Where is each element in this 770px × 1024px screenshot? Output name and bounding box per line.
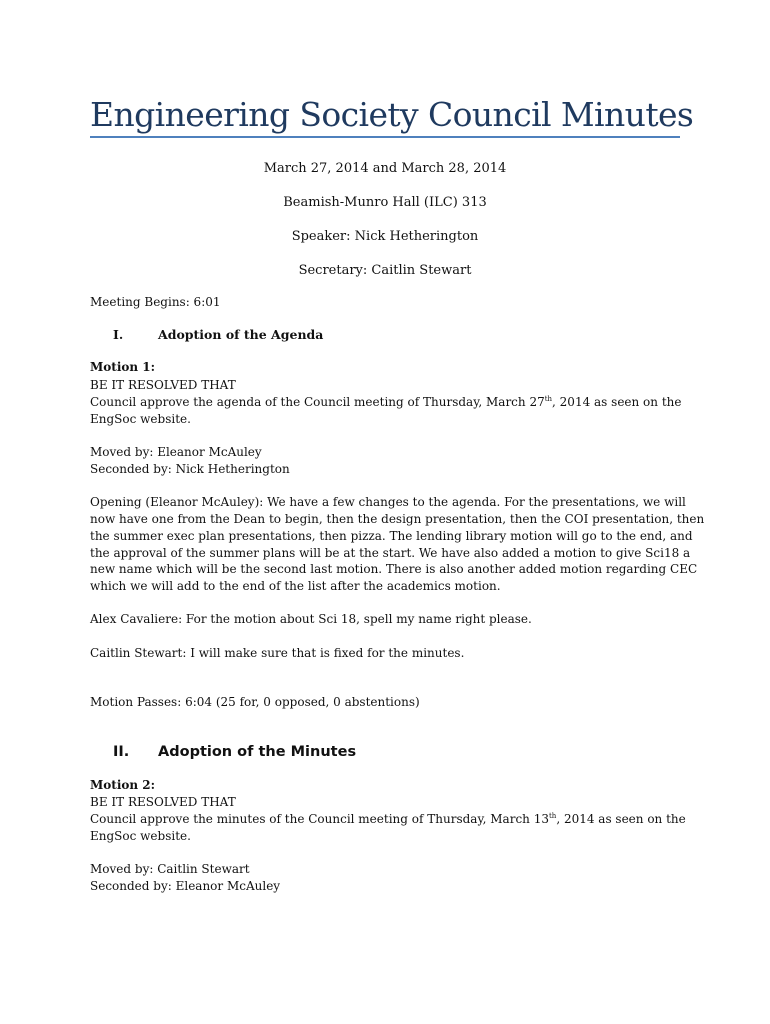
motion-1-text-line1: Council approve the agenda of the Council meeting of Thursday, March 27th, 2014 as seen on the [90,395,682,409]
motion-2-moved-by: Moved by: Caitlin Stewart [90,862,250,876]
opening-statement-line: new name which will be the second last motion. There is also another added motion regarding CEC [90,562,698,576]
opening-statement-line: Opening (Eleanor McAuley): We have a few changes to the agenda. For the presentations, we will [90,495,686,509]
meeting-speaker: Speaker: Nick Hetherington [291,229,479,244]
motion-2-label: Motion 2: [90,778,156,792]
motion-2-text-line1: Council approve the minutes of the Council meeting of Thursday, March 13th, 2014 as seen on the [90,812,686,826]
opening-statement-line: the approval of the summer plans will be at the start. We have also added a motion to give Sci18 a [90,546,691,560]
motion-2-text-line2: EngSoc website. [90,829,191,843]
motion-2-resolved: BE IT RESOLVED THAT [90,795,236,809]
opening-statement-line: which we will add to the end of the list after the academics motion. [90,579,501,593]
section-2-number: II. [113,744,130,760]
motion-1-text-line2: EngSoc website. [90,412,191,426]
motion-1-moved-by: Moved by: Eleanor McAuley [90,445,262,459]
opening-statement-line: the summer exec plan presentations, then pizza. The lending library motion will go to the end, and [90,529,693,543]
meeting-begins: Meeting Begins: 6:01 [90,295,221,309]
title-underline [90,136,680,138]
motion-2-seconded-by: Seconded by: Eleanor McAuley [90,879,281,893]
comment-alex-cavaliere: Alex Cavaliere: For the motion about Sci 18, spell my name right please. [90,612,532,626]
comment-caitlin-stewart: Caitlin Stewart: I will make sure that is fixed for the minutes. [90,646,465,660]
section-2-title: Adoption of the Minutes [158,744,357,760]
opening-statement-line: now have one from the Dean to begin, then the design presentation, then the COI presentation, then [90,512,705,526]
section-1-title: Adoption of the Agenda [158,327,324,342]
motion-1-result: Motion Passes: 6:04 (25 for, 0 opposed, 0 abstentions) [90,695,420,709]
meeting-dates: March 27, 2014 and March 28, 2014 [263,161,507,176]
motion-1-resolved: BE IT RESOLVED THAT [90,378,236,392]
meeting-secretary: Secretary: Caitlin Stewart [298,263,472,278]
section-1-number: I. [113,327,124,342]
motion-1-seconded-by: Seconded by: Nick Hetherington [90,462,290,476]
document-title: Engineering Society Council Minutes [90,95,694,134]
meeting-location: Beamish-Munro Hall (ILC) 313 [283,195,487,210]
motion-1-label: Motion 1: [90,360,156,374]
